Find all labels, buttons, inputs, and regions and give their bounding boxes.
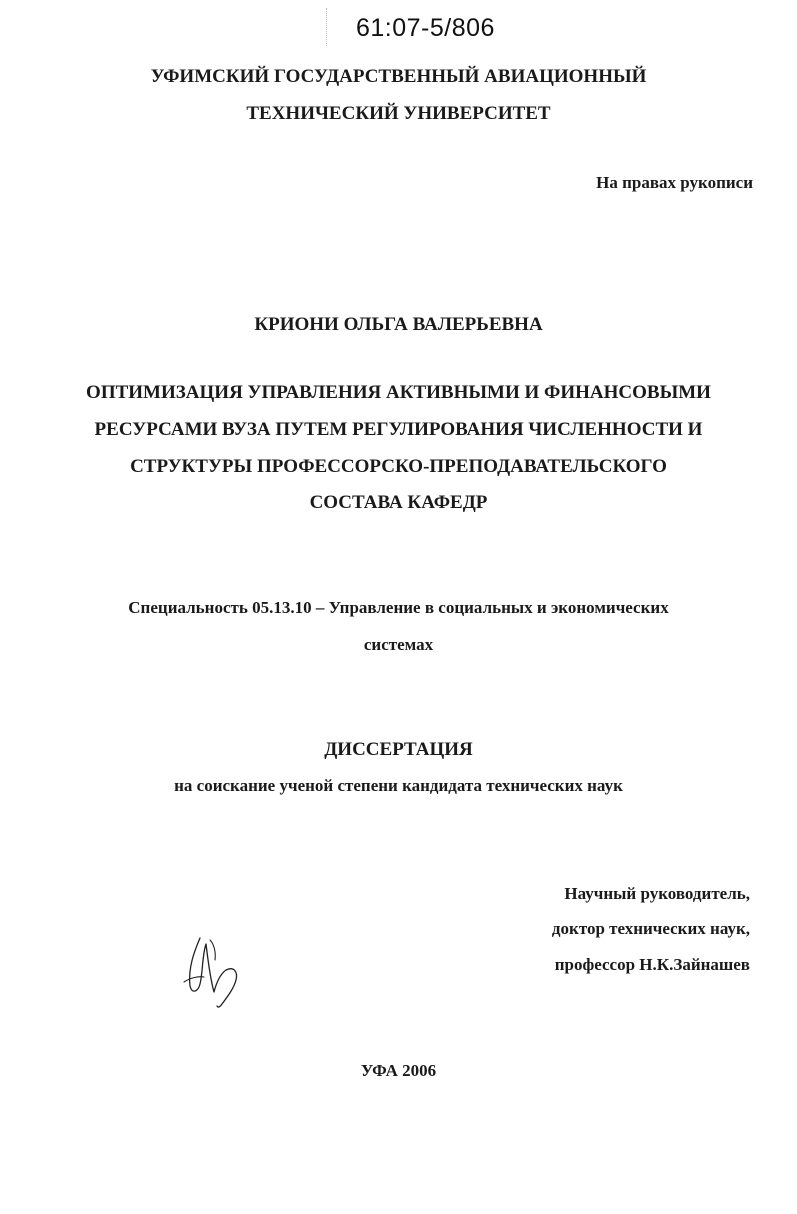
- catalog-number: 61:07-5/806: [356, 14, 495, 42]
- manuscript-rights-note: На правах рукописи: [596, 173, 753, 192]
- title-line: РЕСУРСАМИ ВУЗА ПУТЕМ РЕГУЛИРОВАНИЯ ЧИСЛЕННОСТИ И: [94, 419, 703, 440]
- specialty-line-1: Специальность 05.13.10 – Управление в социальных и экономических: [128, 598, 669, 617]
- supervisor-name: профессор Н.К.Зайнашев: [554, 955, 750, 974]
- title-line: СТРУКТУРЫ ПРОФЕССОРСКО-ПРЕПОДАВАТЕЛЬСКОГО: [130, 456, 667, 477]
- supervisor-degree: доктор технических наук,: [551, 919, 750, 938]
- city-year: УФА 2006: [360, 1061, 437, 1080]
- title-line: ОПТИМИЗАЦИЯ УПРАВЛЕНИЯ АКТИВНЫМИ И ФИНАНСОВЫМИ: [86, 382, 711, 403]
- title-line: СОСТАВА КАФЕДР: [309, 492, 488, 513]
- university-name-line-2: ТЕХНИЧЕСКИЙ УНИВЕРСИТЕТ: [246, 103, 551, 124]
- specialty-line-2: системах: [363, 635, 434, 654]
- handwritten-signature: [180, 930, 250, 1010]
- scan-artifact-line: [326, 8, 328, 46]
- degree-description: на соискание ученой степени кандидата технических наук: [174, 776, 623, 795]
- author-name: КРИОНИ ОЛЬГА ВАЛЕРЬЕВНА: [254, 314, 543, 335]
- dissertation-label: ДИССЕРТАЦИЯ: [324, 739, 473, 760]
- university-name-line-1: УФИМСКИЙ ГОСУДАРСТВЕННЫЙ АВИАЦИОННЫЙ: [150, 66, 647, 87]
- supervisor-role: Научный руководитель,: [564, 884, 750, 903]
